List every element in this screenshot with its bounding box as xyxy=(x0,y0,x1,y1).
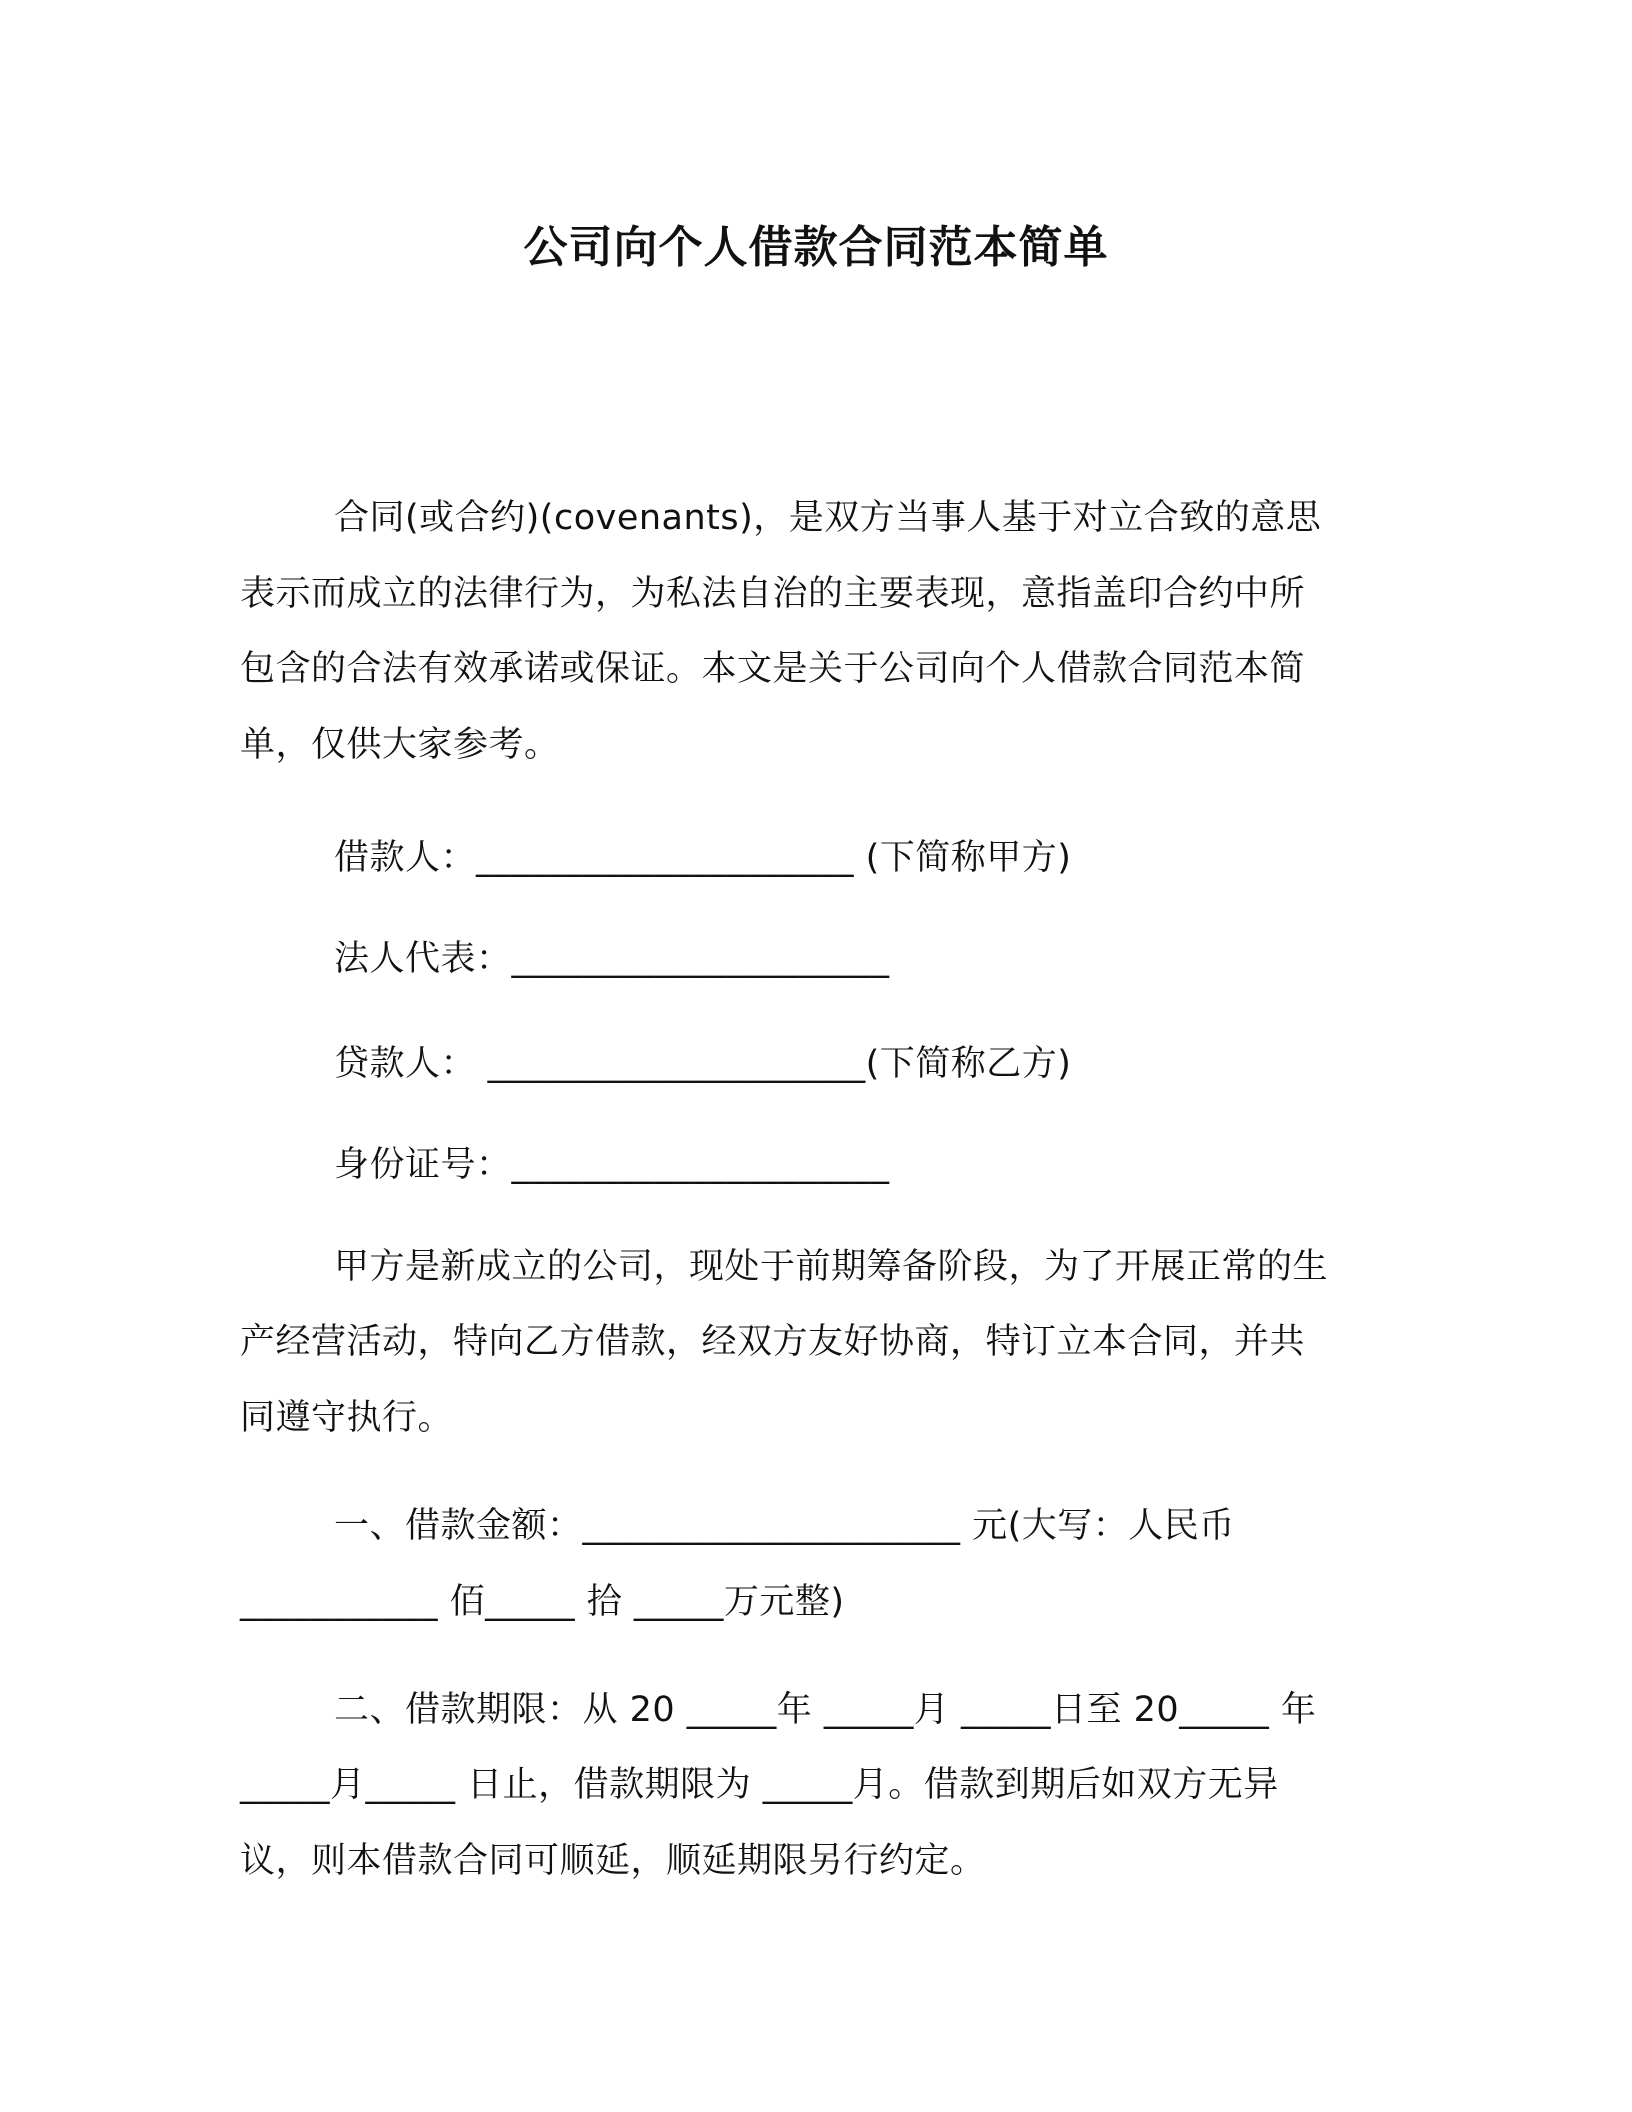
borrower-field: 借款人：_____________________ (下简称甲方) xyxy=(334,838,1072,878)
purpose-line-1: 甲方是新成立的公司，现处于前期筹备阶段，为了开展正常的生 xyxy=(334,1247,1329,1287)
intro-line-4: 单，仅供大家参考。 xyxy=(240,725,560,765)
legal-rep-field: 法人代表：_____________________ xyxy=(334,939,890,979)
clause2-line-3: 议，则本借款合同可顺延，顺延期限另行约定。 xyxy=(240,1841,986,1881)
document-title: 公司向个人借款合同范本简单 xyxy=(523,222,1109,273)
clause2-line-2: _____月_____ 日止，借款期限为 _____月。借款到期后如双方无异 xyxy=(240,1765,1279,1805)
purpose-line-2: 产经营活动，特向乙方借款，经双方友好协商，特订立本合同，并共 xyxy=(240,1322,1306,1362)
intro-line-3: 包含的合法有效承诺或保证。本文是关于公司向个人借款合同范本简 xyxy=(240,649,1306,689)
clause1-line-1: 一、借款金额：_____________________ 元(大写：人民币 xyxy=(334,1506,1235,1546)
clause2-line-1: 二、借款期限：从 20 _____年 _____月 _____日至 20_____ 年 xyxy=(334,1690,1317,1730)
id-number-field: 身份证号：_____________________ xyxy=(334,1145,890,1185)
intro-line-1: 合同(或合约)(covenants)，是双方当事人基于对立合致的意思 xyxy=(334,498,1322,538)
clause1-line-2: ___________ 佰_____ 拾 _____万元整) xyxy=(240,1582,845,1622)
intro-line-2: 表示而成立的法律行为，为私法自治的主要表现，意指盖印合约中所 xyxy=(240,574,1306,614)
purpose-line-3: 同遵守执行。 xyxy=(240,1398,454,1438)
lender-field: 贷款人： _____________________(下简称乙方) xyxy=(334,1044,1072,1084)
